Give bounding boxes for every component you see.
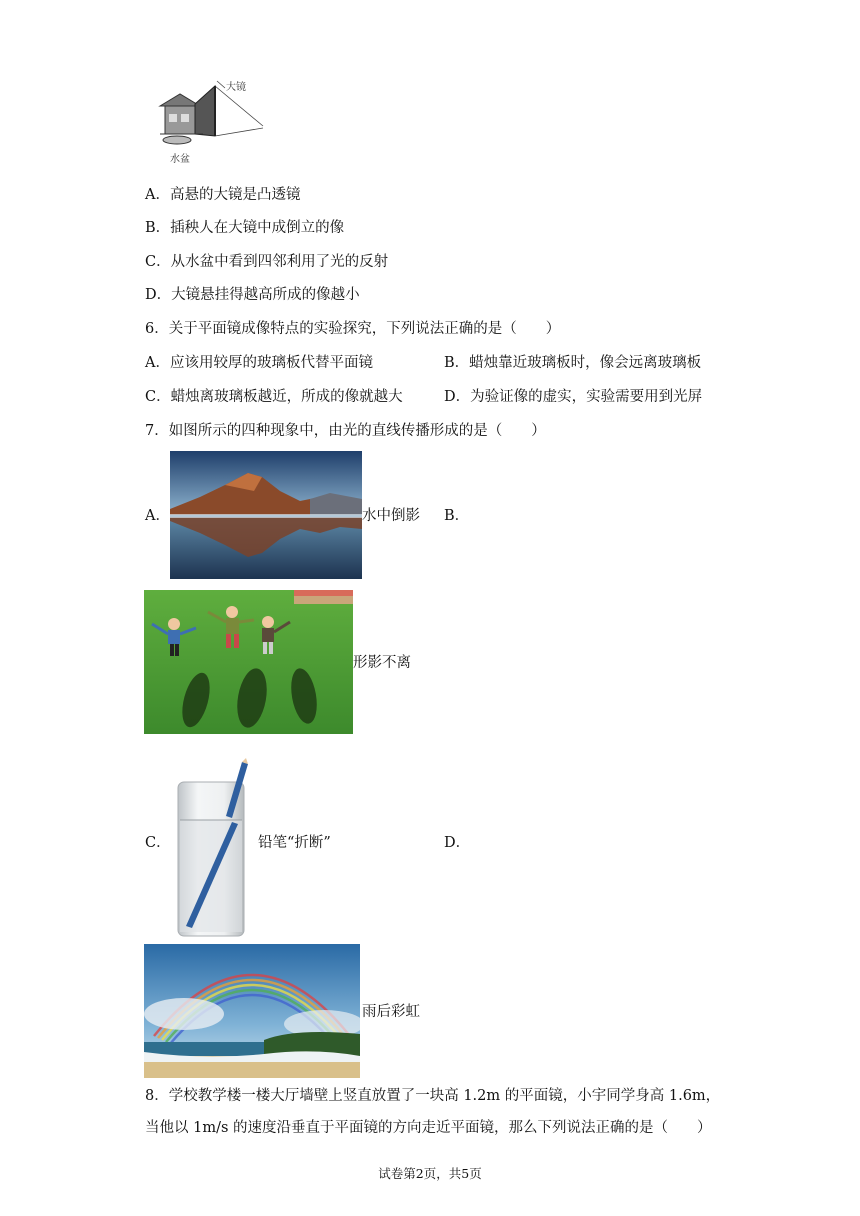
q7-image-rainbow-beach bbox=[144, 944, 360, 1078]
q7-option-b-letter: B． bbox=[444, 508, 470, 524]
q5-option-d: D．大镜悬挂得越高所成的像越小 bbox=[145, 287, 360, 303]
q7-option-a-letter: A． bbox=[145, 508, 170, 524]
q6-option-d: D．为验证像的虚实，实验需要用到光屏 bbox=[444, 389, 703, 405]
q7-option-c-caption: 铅笔“折断” bbox=[258, 835, 331, 851]
q6-option-b: B．蜡烛靠近玻璃板时，像会远离玻璃板 bbox=[444, 355, 702, 371]
q6-option-c: C．蜡烛离玻璃板越近，所成的像就越大 bbox=[145, 389, 403, 405]
q7-option-b-caption: 形影不离 bbox=[353, 655, 411, 671]
q5-label-mirror: 大镜 bbox=[226, 82, 246, 93]
page-footer: 试卷第2页，共5页 bbox=[378, 1166, 482, 1181]
q7-option-d-letter: D． bbox=[444, 835, 471, 851]
q7-stem: 7．如图所示的四种现象中，由光的直线传播形成的是（ ） bbox=[145, 423, 546, 439]
q6-option-a: A．应该用较厚的玻璃板代替平面镜 bbox=[145, 355, 373, 371]
q5-option-a: A．高悬的大镜是凸透镜 bbox=[145, 187, 301, 203]
q6-stem: 6．关于平面镜成像特点的实验探究，下列说法正确的是（ ） bbox=[145, 321, 561, 337]
q7-option-d-caption: 雨后彩虹 bbox=[362, 1004, 420, 1020]
q7-image-children-shadows bbox=[144, 590, 353, 734]
q8-stem-line-2: 当他以 1m/s 的速度沿垂直于平面镜的方向走近平面镜，那么下列说法正确的是（ ） bbox=[145, 1120, 712, 1136]
q7-option-a-caption: 水中倒影 bbox=[362, 508, 420, 524]
q5-option-b: B．插秧人在大镜中成倒立的像 bbox=[145, 220, 345, 236]
q5-label-basin: 水盆 bbox=[170, 154, 190, 165]
q8-stem-line-1: 8．学校教学楼一楼大厅墙壁上竖直放置了一块高 1.2m 的平面镜，小宇同学身高 1.6m， bbox=[145, 1088, 721, 1104]
q7-image-mountain-reflection bbox=[170, 451, 362, 579]
q7-image-pencil-in-glass bbox=[172, 758, 256, 940]
q7-option-c-letter: C． bbox=[145, 835, 171, 851]
q5-option-c: C．从水盆中看到四邻利用了光的反射 bbox=[145, 254, 389, 270]
